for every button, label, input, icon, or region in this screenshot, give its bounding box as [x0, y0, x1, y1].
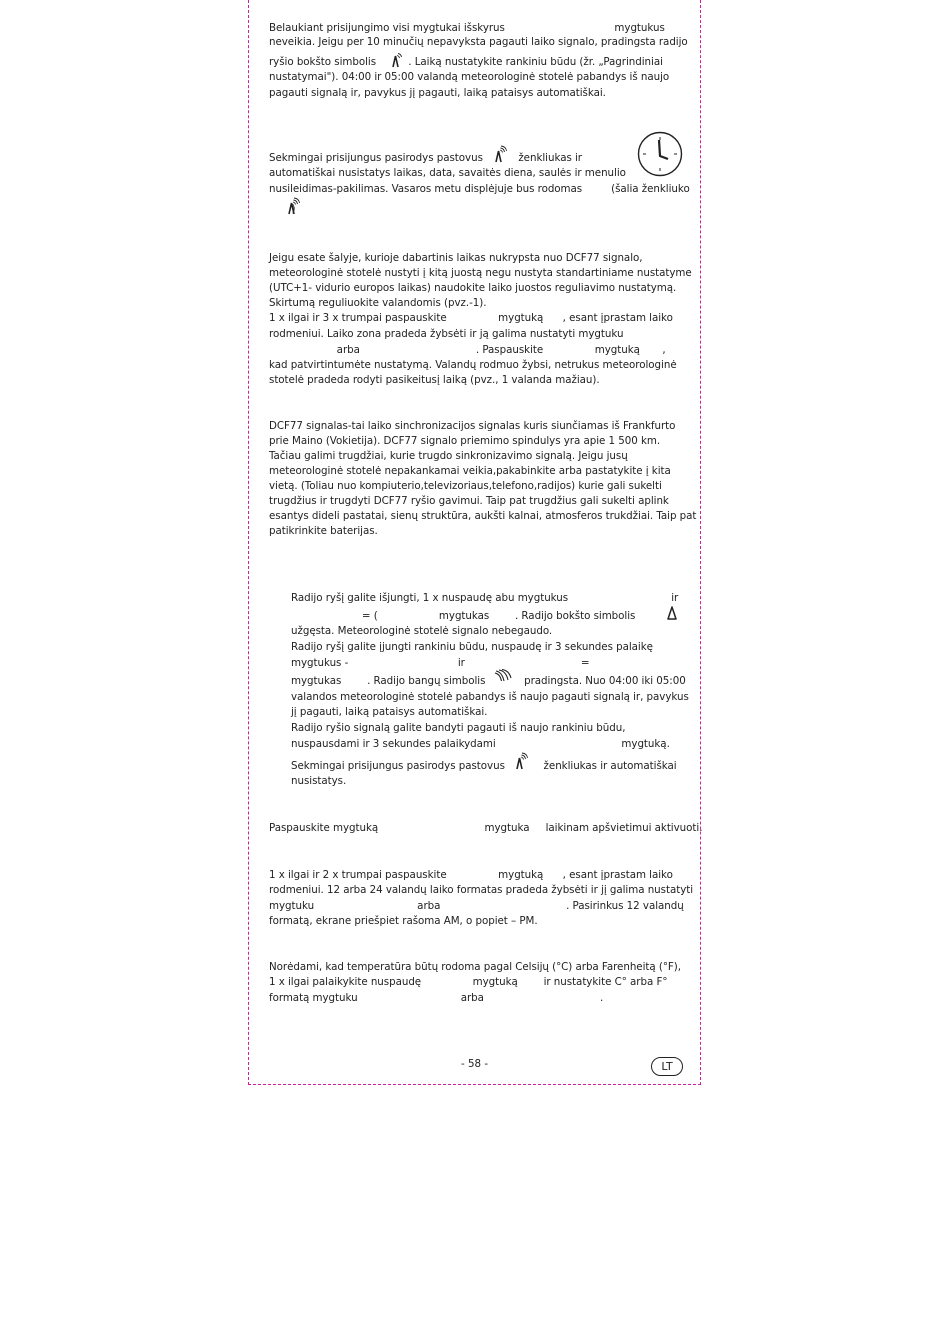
text-line: pagauti signalą ir, pavykus jį pagauti, laiką pataisys automatiškai. [269, 87, 606, 99]
text-line: Sekmingai prisijungus pasirodys pastovus ženkliukas ir automatiškai [291, 760, 677, 772]
text-line: arba . Paspauskite mygtuką , [269, 344, 666, 356]
text-line: Jeigu esate šalyje, kurioje dabartinis laikas nukrypsta nuo DCF77 signalo, [269, 252, 643, 264]
text-line: 1 x ilgai ir 3 x trumpai paspauskite mygtuką , esant įprastam laiko [269, 312, 673, 324]
radio-tower-icon [389, 52, 403, 68]
text-line: formatą, ekrane priešpiet rašoma AM, o popiet – PM. [269, 915, 538, 927]
text-line: mygtukas . Radijo bangų simbolis pradingsta. Nuo 04:00 iki 05:00 [291, 675, 686, 687]
text-line: Paspauskite mygtuką mygtuka laikinam apšvietimui aktivuoti. [269, 822, 703, 834]
text-line: vietą. (Toliau nuo kompiuterio,televizoriaus,telefono,radijos) kurie gali sukelti [269, 480, 662, 492]
text-line: trugdžius ir trugdyti DCF77 ryšio gavimui. Taip pat trugdžius gali sukelti aplink [269, 495, 669, 507]
text-line: patikrinkite baterijas. [269, 525, 378, 537]
text-line: mygtukus - ir = [291, 657, 590, 669]
text-line: Belaukiant prisijungimo visi mygtukai išskyrus mygtukus [269, 22, 665, 34]
text-line: (UTC+1- vidurio europos laikas) naudokite laiko juostos reguliavimo nustatymą. [269, 282, 677, 294]
text-line: neveikia. Jeigu per 10 minučių nepavyksta pagauti laiko signalo, pradingsta radijo [269, 36, 688, 48]
radio-waves-icon [494, 669, 512, 683]
text-line: 1 x ilgai palaikykite nuspaudę mygtuką ir nustatykite C° arba F° [269, 976, 668, 988]
radio-tower-icon [666, 605, 678, 620]
clock-icon [637, 131, 683, 177]
text-line: nustatymai"). 04:00 ir 05:00 valandą meteorologinė stotelė pabandys iš naujo [269, 71, 670, 83]
text-line: Radijo ryšio signalą galite bandyti pagauti iš naujo rankiniu būdu, [291, 722, 626, 734]
text-line: 1 x ilgai ir 2 x trumpai paspauskite mygtuką , esant įprastam laiko [269, 869, 673, 881]
manual-page [248, 0, 701, 1085]
text-line: prie Maino (Vokietija). DCF77 signalo priemimo spindulys yra apie 1 500 km. [269, 435, 661, 447]
text-line: nusistatys. [291, 775, 347, 787]
text-line: esantys dideli pastatai, sienų struktūra, aukšti kalnai, atmosferos trukdžiai. Taip pat [269, 510, 697, 522]
text-line: rodmeniui. 12 arba 24 valandų laiko formatas pradeda žybsėti ir jį galima nustatyti [269, 884, 694, 896]
radio-tower-icon [513, 752, 529, 770]
text-line: jį pagauti, laiką pataisys automatiškai. [291, 706, 488, 718]
page-number: - 58 - [460, 1058, 489, 1070]
text-line: Tačiau galimi trugdžiai, kurie trugdo sinkronizavimo signalą. Jeigu jusų [269, 450, 628, 462]
text-line: = ( mygtukas . Radijo bokšto simbolis [291, 610, 636, 622]
text-line: DCF77 signalas-tai laiko sinchronizacijos signalas kuris siunčiamas iš Frankfurto [269, 420, 676, 432]
text-line: nuspausdami ir 3 sekundes palaikydami mygtuką. [291, 738, 670, 750]
text-line: meteorologinė stotelė nustyti į kitą juostą negu nustyta standartiniame nustatyme [269, 267, 692, 279]
text-line: meteorologinė stotelė nepakankamai veikia,pakabinkite arba pastatykite į kita [269, 465, 671, 477]
text-line: Skirtumą reguliuokite valandomis (pvz.-1). [269, 297, 487, 309]
text-line: ryšio bokšto simbolis . Laiką nustatykite rankiniu būdu (žr. „Pagrindiniai [269, 56, 663, 68]
text-line: automatiškai nusistatys laikas, data, savaitės diena, saulės ir menulio [269, 167, 626, 179]
text-line: užgęsta. Meteorologinė stotelė signalo nebegaudo. [291, 625, 553, 637]
radio-tower-icon [492, 145, 508, 163]
text-line: kad patvirtintumėte nustatymą. Valandų rodmuo žybsi, netrukus meteorologinė [269, 359, 677, 371]
radio-tower-icon [285, 197, 301, 215]
text-line: rodmeniui. Laiko zona pradeda žybsėti ir ją galima nustatyti mygtuku [269, 328, 624, 340]
text-line: Sekmingai prisijungus pasirodys pastovus ženkliukas ir [269, 152, 582, 164]
text-line: Radijo ryšį galite įjungti rankiniu būdu, nuspaudę ir 3 sekundes palaikę [291, 641, 653, 653]
text-line: Norėdami, kad temperatūra būtų rodoma pagal Celsijų (°C) arba Farenheitą (°F), [269, 961, 681, 973]
text-line: nusileidimas-pakilimas. Vasaros metu displėjuje bus rodomas (šalia ženkliuko [269, 183, 690, 195]
text-line: Radijo ryšį galite išjungti, 1 x nuspaudę abu mygtukus ir [291, 592, 679, 604]
language-badge: LT [651, 1057, 683, 1076]
text-line: mygtuku arba . Pasirinkus 12 valandų [269, 900, 684, 912]
text-line: valandos meteorologinė stotelė pabandys iš naujo pagauti signalą ir, pavykus [291, 691, 689, 703]
text-line: ) [269, 203, 296, 215]
text-line: stotelė pradeda rodyti pasikeitusį laiką (pvz., 1 valanda mažiau). [269, 374, 600, 386]
text-line: formatą mygtuku arba . [269, 992, 604, 1004]
